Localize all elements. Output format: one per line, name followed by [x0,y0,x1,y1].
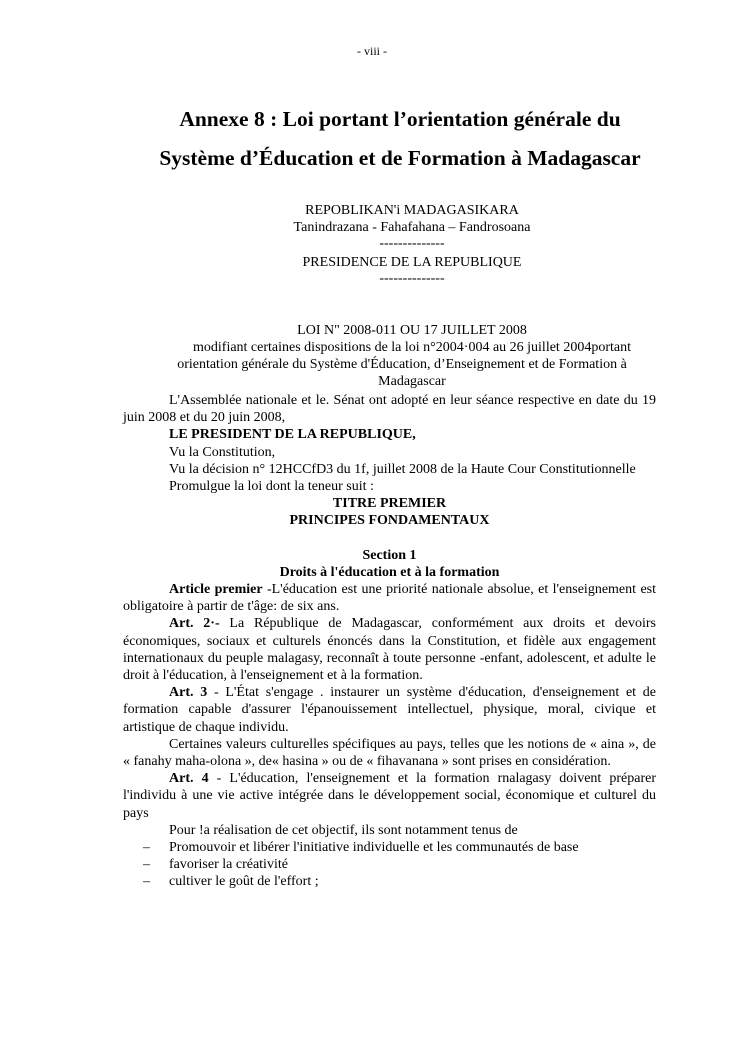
article-2-text: La République de Madagascar, conformément aux droits et devoirs économiques, sociaux et culturels énoncés dans la Constitution, et fidèle aux engagement internationaux du peuple malagasy, reconnaît à toute personne -enfant, adolescent, et adulte le droit à l'éducation, à l'enseignement et à la formation. [123,616,656,684]
list-item [123,839,656,856]
article-3-text: - L'État s'engage . instaurer un système d'éducation, d'enseignement et de formation capable d'assurer l'épanouissement intellectuel, physique, moral, civique et artistique de chaque individu. [123,685,656,735]
dash-bullet: – [143,840,150,856]
article-4-text: - L'éducation, l'enseignement et la formation rnalagasy doivent préparer l'individu à une vie active intégrée dans le développement social, économique et culturel du pays [123,771,656,821]
preamble-promulgation: Promulgue la loi dont la teneur suit : [169,479,374,495]
document-body [123,392,656,891]
article-4-objective: Pour !a réalisation de cet objectif, ils sont notamment tenus de [169,822,518,838]
article-1 [123,581,656,615]
list-item-text: favoriser la créativité [169,857,288,873]
law-number: LOI N" 2008-011 OU 17 JUILLET 2008 [297,323,527,338]
section-label: Section 1 [362,547,417,563]
dash-bullet: – [143,874,150,890]
presidence-label: PRESIDENCE DE LA REPUBLIQUE [302,255,522,270]
dash-bullet: – [143,857,150,873]
article-3-label: Art. 3 [169,685,208,701]
republic-name: REPOBLIKAN'i MADAGASIKARA [305,203,519,218]
preamble-assembly: L'Assemblée nationale et le. Sénat ont adopté en leur séance respective en date du 19 juin 2008 et du 20 juin 2008, [123,393,656,426]
article-2 [123,615,656,684]
list-item [123,873,656,890]
article-3 [123,684,656,736]
page-number: - viii - [357,44,387,58]
preamble-decision: Vu la décision n° 12HCCfD3 du 1f, juillet 2008 de la Haute Cour Constitutionnelle [169,461,636,477]
article-2-label: Art. 2·- [169,616,220,632]
titre-label: TITRE PREMIER [332,496,447,512]
law-subtitle-line1: modifiant certaines dispositions de la loi n°2004·004 au 26 juillet 2004portant [193,340,631,355]
list-item-text: Promouvoir et libérer l'initiative individuelle et les communautés de base [169,840,579,856]
header-separator: -------------- [379,236,445,251]
law-subtitle-line2: orientation générale du Système d'Éducation, d’Enseignement et de Formation à [177,357,627,372]
article-4-label: Art. 4 [169,771,209,787]
article-1-label: Article premier [169,582,263,598]
republic-motto: Tanindrazana - Fahafahana – Fandrosoana [293,220,531,235]
annex-title-line2: Système d’Éducation et de Formation à Madagascar [159,146,641,170]
article-4 [123,770,656,822]
objectives-list [123,839,656,891]
titre-name: PRINCIPES FONDAMENTAUX [289,513,490,529]
law-subtitle-line3: Madagascar [378,374,446,389]
header-separator: -------------- [379,271,445,286]
article-1-text: -L'éducation est une priorité nationale absolue, et l'enseignement est obligatoire à partir de t'âge: de six ans. [123,582,656,615]
list-item [123,856,656,873]
list-item-text: cultiver le goût de l'effort ; [169,874,319,890]
preamble-president: LE PRESIDENT DE LA REPUBLIQUE, [169,427,416,443]
article-3-values: Certaines valeurs culturelles spécifiques au pays, telles que les notions de « aina », de « fanahy maha-olona », de« hasina » ou de « fihavanana » sont prises en considération. [123,736,656,770]
preamble-constitution: Vu la Constitution, [169,444,276,460]
annex-title-line1: Annexe 8 : Loi portant l’orientation générale du [179,107,621,131]
section-name: Droits à l'éducation et à la formation [279,564,500,580]
